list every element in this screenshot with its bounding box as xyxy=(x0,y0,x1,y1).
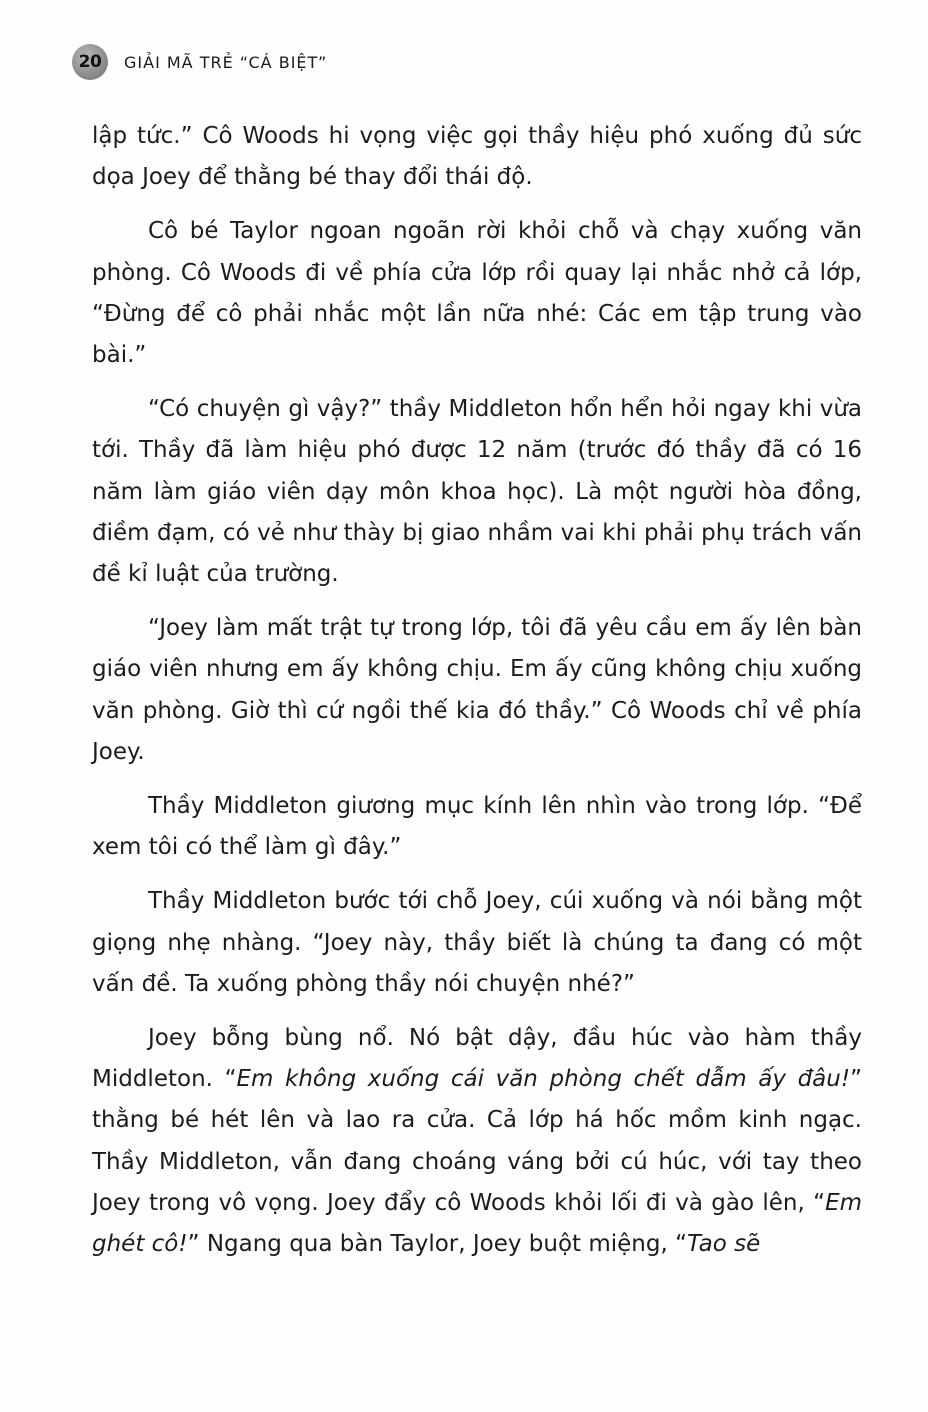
paragraph: lập tức.” Cô Woods hi vọng việc gọi thầy hiệu phó xuống đủ sức dọa Joey để thằng bé thay đổi thái độ. xyxy=(92,123,862,191)
italic-quote: Em ghét cô! xyxy=(92,1189,862,1258)
italic-quote: Tao sẽ xyxy=(687,1231,761,1258)
paragraph xyxy=(92,1018,862,1265)
paragraph: Thầy Middleton bước tới chỗ Joey, cúi xuống và nói bằng một giọng nhẹ nhàng. “Joey này, thầy biết là chúng ta đang có một vấn đề. Ta xuống phòng thầy nói chuyện nhé?” xyxy=(92,888,862,997)
text-segment: Joey bỗng bùng nổ. Nó bật dậy, đầu húc vào hàm thầy Middleton. “ xyxy=(92,1025,862,1093)
page-header xyxy=(72,44,327,80)
paragraph: “Có chuyện gì vậy?” thầy Middleton hổn hển hỏi ngay khi vừa tới. Thầy đã làm hiệu phó được 12 năm (trước đó thầy đã có 16 năm làm giáo viên dạy môn khoa học). Là một người hòa đồng, điềm đạm, có vẻ như thày bị giao nhầm vai khi phải phụ trách vấn đề kỉ luật của trường. xyxy=(92,396,862,588)
running-title: GIẢI MÃ TRẺ “CÁ BIỆT” xyxy=(124,52,328,72)
body-text xyxy=(92,116,862,1278)
paragraph: “Joey làm mất trật tự trong lớp, tôi đã yêu cầu em ấy lên bàn giáo viên nhưng em ấy không chịu. Em ấy cũng không chịu xuống văn phòng. Giờ thì cứ ngồi thế kia đó thầy.” Cô Woods chỉ về phía Joey. xyxy=(92,615,862,765)
page-number-badge: 20 xyxy=(72,44,108,80)
paragraph: Thầy Middleton giương mục kính lên nhìn vào trong lớp. “Để xem tôi có thể làm gì đây.” xyxy=(92,793,862,861)
text-segment: ” Ngang qua bàn Taylor, Joey buột miệng, “ xyxy=(187,1231,688,1258)
paragraph: Cô bé Taylor ngoan ngoãn rời khỏi chỗ và chạy xuống văn phòng. Cô Woods đi về phía cửa lớp rồi quay lại nhắc nhở cả lớp, “Đừng để cô phải nhắc một lần nữa nhé: Các em tập trung vào bài.” xyxy=(92,218,862,369)
text-segment: ” thằng bé hét lên và lao ra cửa. Cả lớp há hốc mồm kinh ngạc. Thầy Middleton, vẫn đang choáng váng bởi cú húc, với tay theo Joey trong vô vọng. Joey đẩy cô Woods khỏi lối đi và gào lên, “ xyxy=(92,1066,862,1216)
italic-quote: Em không xuống cái văn phòng chết dẫm ấy đâu! xyxy=(236,1066,851,1093)
